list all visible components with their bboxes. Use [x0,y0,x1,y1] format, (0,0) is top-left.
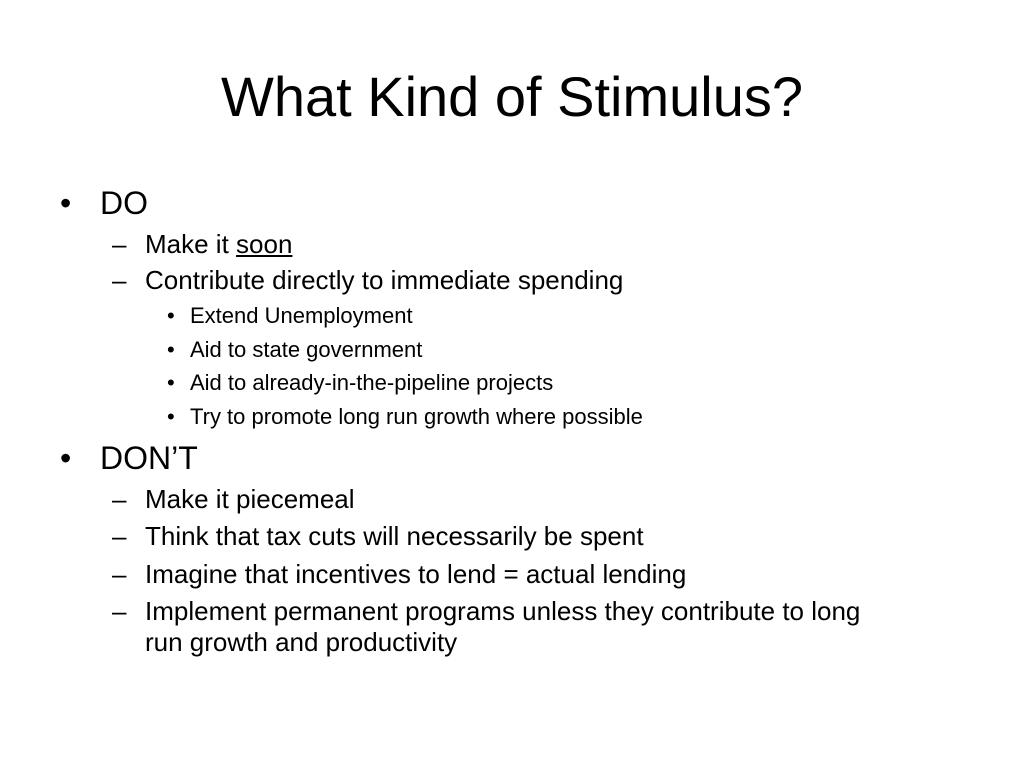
dash-marker: – [112,596,127,626]
dash-marker: – [112,484,127,514]
dont-item: Make it piecemeal [145,484,355,514]
dont-item: Imagine that incentives to lend = actual lending [145,559,687,589]
do-item-emphasis: soon [236,229,293,259]
dash-marker: – [112,265,127,295]
slide-title: What Kind of Stimulus? [220,65,804,128]
bullet-marker: • [60,185,72,221]
do-item-make-it-soon [145,229,292,259]
dont-item-line: run growth and productivity [145,627,458,657]
bullet-marker: • [167,303,175,328]
bullet-marker: • [167,404,175,429]
do-item-contribute: Contribute directly to immediate spending [145,265,624,295]
bullet-marker: • [167,337,175,362]
do-subitem: Try to promote long run growth where possible [190,404,643,429]
do-heading: DO [100,185,148,221]
do-subitem: Aid to already-in-the-pipeline projects [190,370,554,395]
bullet-marker: • [167,370,175,395]
do-item-prefix: Make it [145,229,237,259]
dont-heading: DON’T [100,440,198,476]
dash-marker: – [112,229,127,259]
do-subitem: Extend Unemployment [190,303,413,328]
dash-marker: – [112,521,127,551]
dont-item: Think that tax cuts will necessarily be spent [145,521,644,551]
dont-item-line: Implement permanent programs unless they contribute to long [145,596,861,626]
dash-marker: – [112,559,127,589]
bullet-marker: • [60,440,72,476]
do-subitem: Aid to state government [190,337,423,362]
